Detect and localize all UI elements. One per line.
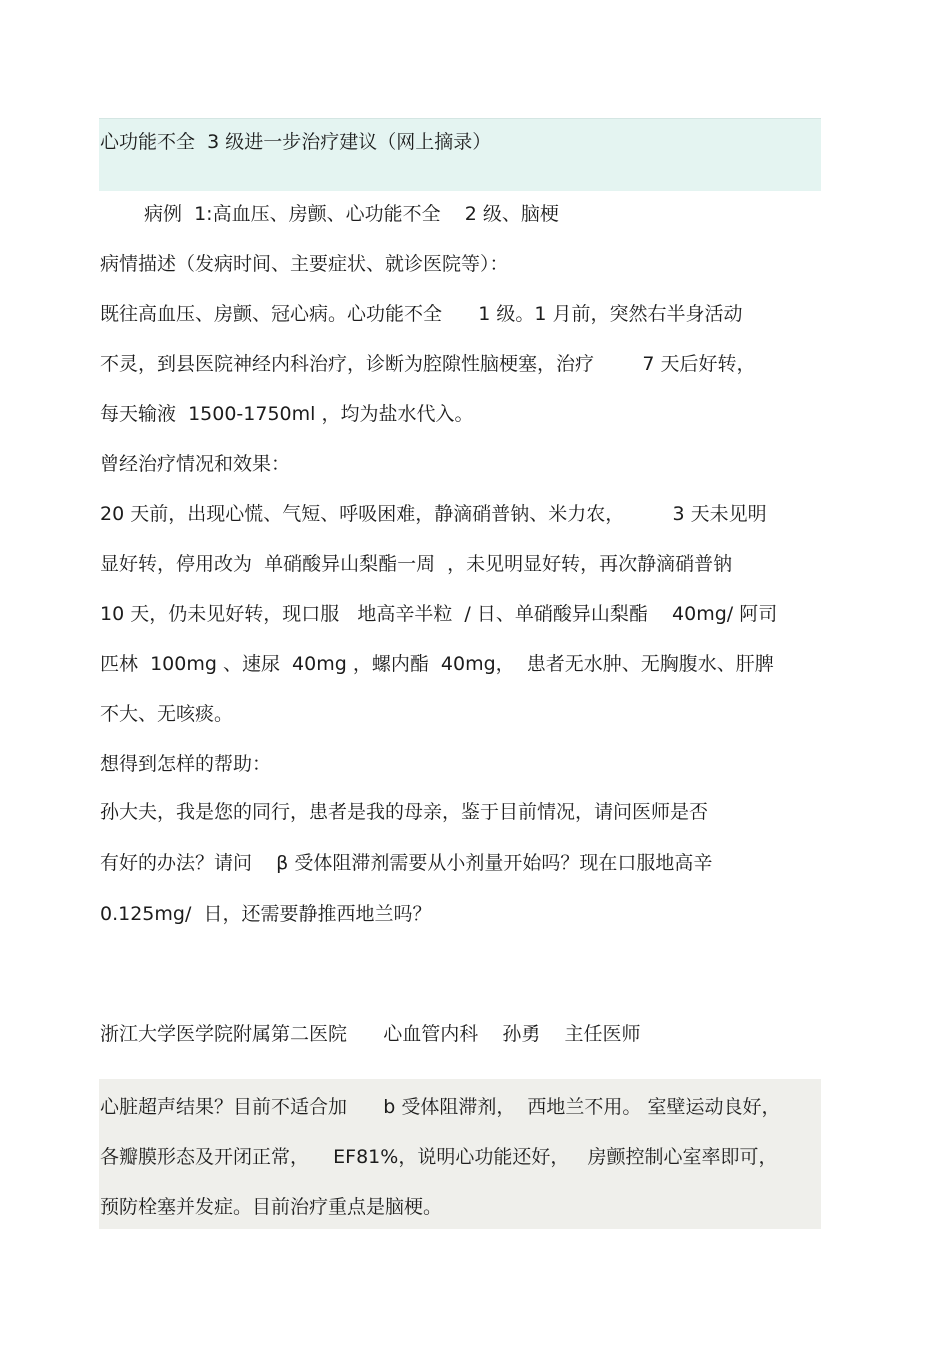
treatment-line: 10 天，仍未见好转，现口服 地高辛半粒 / 日、单硝酸异山梨酯 40mg/ 阿司 [100, 603, 778, 625]
help-heading: 想得到怎样的帮助： [100, 753, 272, 775]
case-title: 病例 1:高血压、房颤、心功能不全 2 级、脑梗 [144, 203, 559, 225]
treatment-line: 20 天前，出现心慌、气短、呼吸困难，静滴硝普钠、米力农， 3 天未见明 [100, 503, 767, 525]
answer-block [99, 1079, 821, 1229]
treatment-line: 不大、无咳痰。 [100, 703, 234, 725]
help-line: 有好的办法？请问 β 受体阻滞剂需要从小剂量开始吗？现在口服地高辛 [100, 852, 713, 874]
answer-line: 各瓣膜形态及开闭正常， EF81%，说明心功能还好， 房颤控制心室率即可， [100, 1146, 778, 1168]
title-banner [99, 118, 821, 191]
answer-line: 预防栓塞并发症。目前治疗重点是脑梗。 [100, 1196, 443, 1218]
description-heading: 病情描述（发病时间、主要症状、就诊医院等）： [100, 253, 509, 275]
answer-line: 心脏超声结果？目前不适合加 b 受体阻滞剂， 西地兰不用。 室壁运动良好， [100, 1096, 781, 1118]
document-title: 心功能不全 3 级进一步治疗建议（网上摘录） [100, 131, 492, 153]
help-line: 0.125mg/ 日，还需要静推西地兰吗？ [100, 903, 432, 925]
treatment-line: 匹林 100mg 、速尿 40mg ，螺内酯 40mg， 患者无水肿、无胸腹水、肝脾 [100, 653, 774, 675]
description-line: 每天输液 1500-1750ml ，均为盐水代入。 [100, 403, 474, 425]
doctor-line: 浙江大学医学院附属第二医院 心血管内科 孙勇 主任医师 [100, 1023, 641, 1045]
help-line: 孙大夫，我是您的同行，患者是我的母亲，鉴于目前情况，请问医师是否 [100, 801, 709, 823]
treatment-line: 显好转，停用改为 单硝酸异山梨酯一周 ，未见明显好转，再次静滴硝普钠 [100, 553, 733, 575]
description-line: 既往高血压、房颤、冠心病。心功能不全 1 级。1 月前，突然右半身活动 [100, 303, 743, 325]
treatment-heading: 曾经治疗情况和效果： [100, 453, 291, 475]
description-line: 不灵，到县医院神经内科治疗，诊断为腔隙性脑梗塞，治疗 7 天后好转， [100, 353, 756, 375]
